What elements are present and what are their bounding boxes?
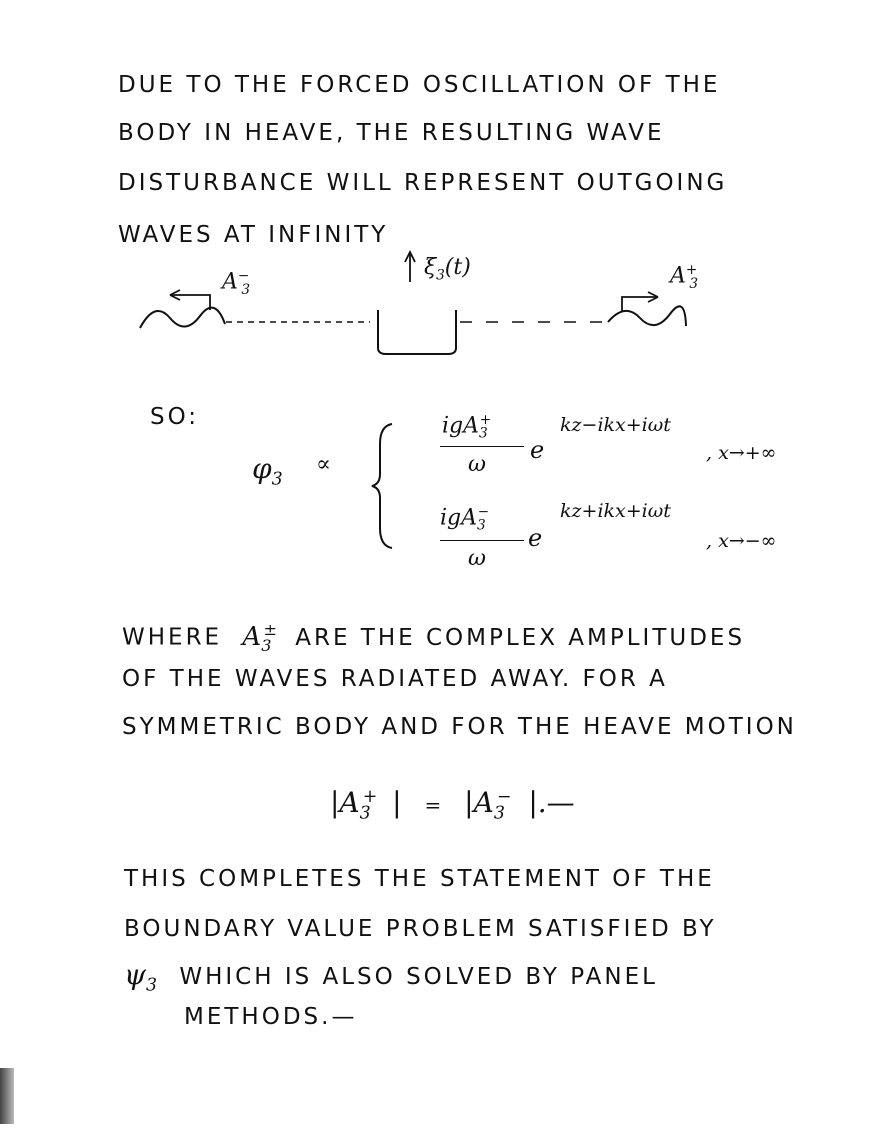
closing-line-3 xyxy=(124,958,658,996)
xi-arg: (t) xyxy=(444,255,471,280)
case1-num-sup: + xyxy=(479,412,492,428)
equals-sign: = xyxy=(424,793,442,817)
case2-num-text: igA xyxy=(440,505,478,531)
where-line-3: SYMMETRIC BODY AND FOR THE HEAVE MOTION xyxy=(122,714,797,740)
xi-symbol: ξ xyxy=(424,255,437,280)
case1-exp-base: e xyxy=(530,436,545,464)
left-amplitude-label xyxy=(222,268,250,298)
case1-numerator xyxy=(442,412,491,442)
abs-lhs: |A xyxy=(330,786,360,819)
psi-sub: 3 xyxy=(145,975,158,996)
left-amp-symbol: A xyxy=(222,269,238,295)
left-brace xyxy=(368,420,398,550)
phi-lhs xyxy=(252,452,283,490)
right-wave-curve xyxy=(608,306,686,326)
case2-numerator xyxy=(440,504,489,534)
case1-condition: , x→+∞ xyxy=(706,442,777,464)
case1-exponent: kz−ikx+iωt xyxy=(560,414,671,436)
abs-rhs-close: |.— xyxy=(528,786,575,819)
where-line-1 xyxy=(122,620,745,655)
right-amp-sub: 3 xyxy=(689,275,698,292)
where-line-2: OF THE WAVES RADIATED AWAY. FOR A xyxy=(122,666,668,692)
abs-rhs-sub: 3 xyxy=(493,803,505,824)
case1-denominator: ω xyxy=(468,452,486,477)
abs-lhs-close: | xyxy=(392,786,402,819)
case2-exp-base: e xyxy=(528,524,543,552)
right-amp-sup: + xyxy=(685,262,698,278)
phi-sub: 3 xyxy=(271,469,283,490)
amplitude-letter: A xyxy=(242,621,262,652)
xi-sub: 3 xyxy=(436,267,445,284)
phi-symbol: φ xyxy=(252,452,272,485)
case1-num-text: igA xyxy=(442,413,480,439)
abs-lhs-sup: + xyxy=(362,786,378,807)
left-amp-sup: − xyxy=(237,268,250,284)
case2-denominator: ω xyxy=(468,546,486,571)
right-amplitude-label xyxy=(670,262,698,292)
closing-line-3-text: WHICH IS ALSO SOLVED BY PANEL xyxy=(179,964,658,990)
amplitude-symbol xyxy=(242,620,277,655)
case1-num-sub: 3 xyxy=(479,425,488,442)
closing-line-2: BOUNDARY VALUE PROBLEM SATISFIED BY xyxy=(124,916,717,942)
intro-line-3: DISTURBANCE WILL REPRESENT OUTGOING xyxy=(118,170,728,196)
intro-line-2: BODY IN HEAVE, THE RESULTING WAVE xyxy=(118,120,665,146)
floating-body xyxy=(378,310,456,354)
amplitude-sub: 3 xyxy=(261,635,272,655)
case1-fraction-bar xyxy=(440,446,524,447)
closing-line-4: METHODS.— xyxy=(184,1004,358,1030)
case2-exponent: kz+ikx+iωt xyxy=(560,500,671,522)
case2-num-sup: − xyxy=(477,504,490,520)
intro-line-4: WAVES AT INFINITY xyxy=(118,222,389,248)
proportional-sign: ∝ xyxy=(316,452,331,477)
heave-displacement-label xyxy=(424,255,471,283)
abs-rhs: |A xyxy=(464,786,494,819)
closing-line-1: THIS COMPLETES THE STATEMENT OF THE xyxy=(124,866,715,892)
where-word: WHERE xyxy=(122,624,223,651)
case2-fraction-bar xyxy=(440,540,524,541)
amplitude-equality xyxy=(330,786,575,824)
case2-condition: , x→−∞ xyxy=(706,530,777,552)
where-line-1-rest: ARE THE COMPLEX AMPLITUDES xyxy=(295,624,746,651)
left-amp-sub: 3 xyxy=(241,281,250,298)
abs-lhs-sub: 3 xyxy=(359,803,371,824)
intro-line-1: DUE TO THE FORCED OSCILLATION OF THE xyxy=(118,72,721,98)
heave-wave-sketch xyxy=(130,240,700,360)
so-label: SO: xyxy=(150,404,200,430)
case2-num-sub: 3 xyxy=(477,517,486,534)
psi-symbol-group xyxy=(124,958,158,996)
scan-edge-mark xyxy=(0,1068,14,1124)
abs-rhs-sup: − xyxy=(496,786,512,807)
psi-symbol: ψ xyxy=(124,958,146,991)
right-amp-symbol: A xyxy=(670,263,686,289)
left-wave-curve xyxy=(140,308,225,328)
amplitude-sup: ± xyxy=(263,620,277,639)
